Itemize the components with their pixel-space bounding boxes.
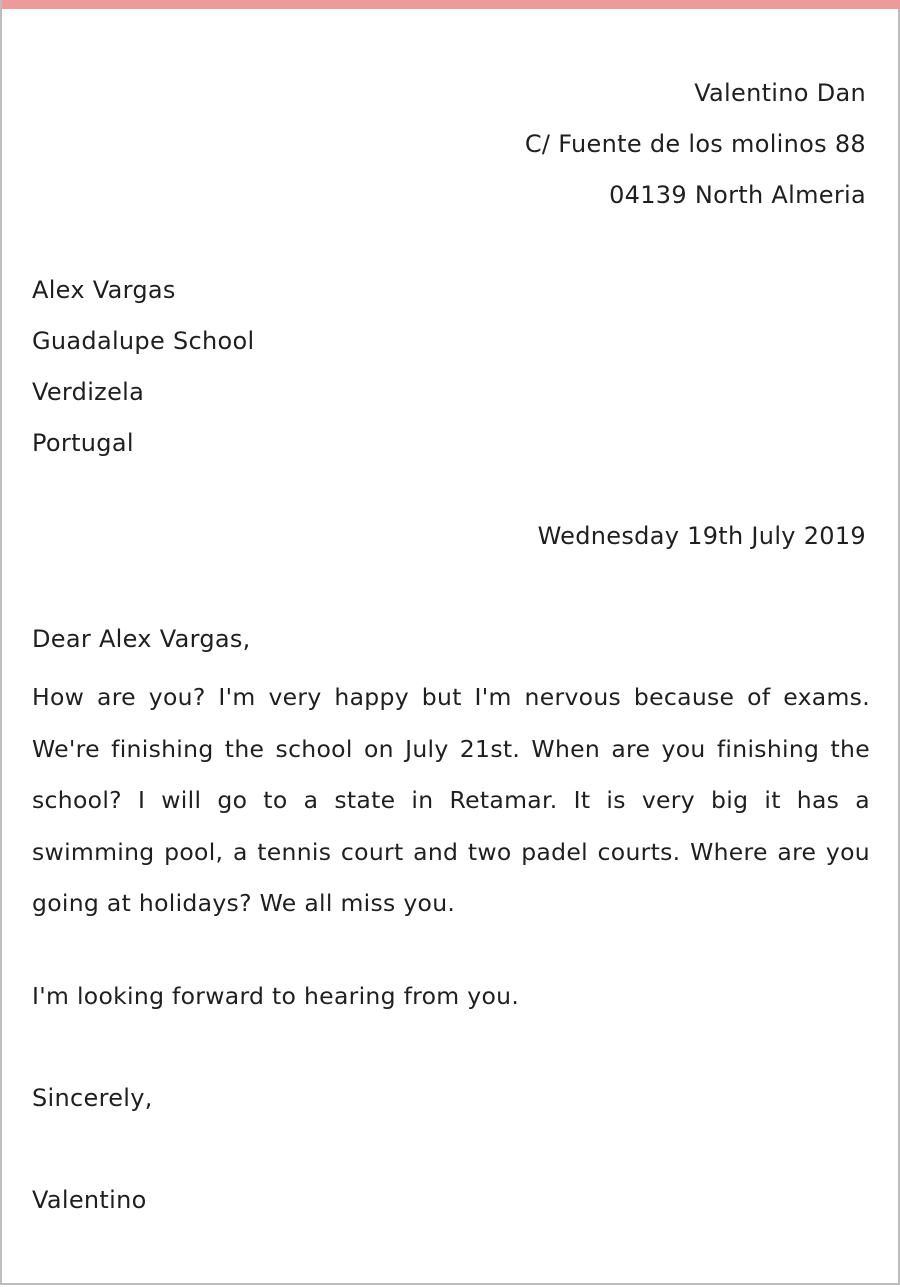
letter-date: Wednesday 19th July 2019 [537, 522, 866, 550]
recipient-address [32, 265, 254, 469]
recipient-school: Guadalupe School [32, 327, 255, 355]
greeting: Dear Alex Vargas, [32, 625, 251, 653]
recipient-country: Portugal [32, 429, 134, 457]
signoff: Sincerely, [32, 1084, 153, 1112]
signature: Valentino [32, 1186, 147, 1214]
top-accent-stripe [2, 0, 900, 9]
sender-street: C/ Fuente de los molinos 88 [524, 130, 866, 158]
recipient-town: Verdizela [32, 378, 145, 406]
sender-address [525, 68, 866, 221]
closing-line: I'm looking forward to hearing from you. [32, 982, 520, 1010]
letter-body: How are you? I'm very happy but I'm nervous because of exams. We're finishing the school on July 21st. When are you finishing the school? I will go to a state in Retamar. It is very big it has a swimming pool, a tennis court and two padel courts. Where are you going at holidays? We all miss you. [32, 683, 870, 917]
recipient-name: Alex Vargas [32, 276, 176, 304]
sender-city: 04139 North Almeria [609, 181, 866, 209]
sender-name: Valentino Dan [694, 79, 866, 107]
